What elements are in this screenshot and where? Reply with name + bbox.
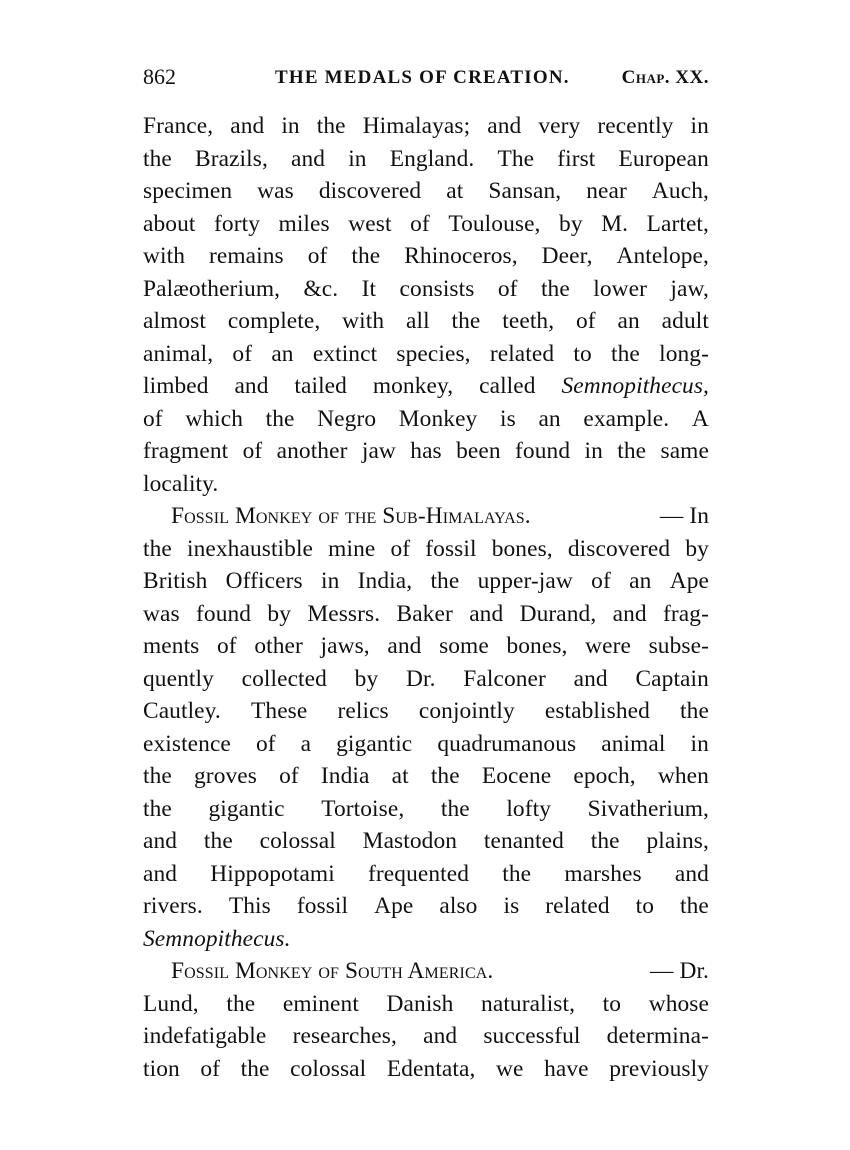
word: example. xyxy=(583,405,670,432)
text-line xyxy=(143,435,709,468)
word: remains xyxy=(208,243,284,269)
word: conjointly xyxy=(418,698,515,724)
word: of xyxy=(576,308,596,334)
word: Tortoise, xyxy=(321,795,405,822)
text-line xyxy=(143,143,709,176)
word: an xyxy=(629,568,652,594)
text-line xyxy=(143,728,709,761)
italic-term: Semnopithecus, xyxy=(561,373,709,399)
text-line xyxy=(143,468,709,501)
paragraph xyxy=(143,500,709,955)
word: bones, xyxy=(506,633,568,659)
word: all xyxy=(406,308,430,334)
word: gigantic xyxy=(336,730,413,757)
word: and xyxy=(143,828,178,854)
word: an xyxy=(538,405,561,432)
word: Lund, xyxy=(143,990,199,1017)
word: limbed xyxy=(143,373,209,399)
word: Ape xyxy=(669,568,709,594)
word: extinct xyxy=(312,340,378,367)
word: first xyxy=(557,145,596,172)
word: we xyxy=(496,1055,524,1082)
word: the xyxy=(143,145,172,172)
word: France, xyxy=(143,113,214,139)
paragraph xyxy=(143,955,709,1085)
word: in xyxy=(584,438,603,464)
word: has xyxy=(410,438,442,464)
word: and xyxy=(573,665,608,692)
word: related xyxy=(545,893,610,919)
text-line xyxy=(143,825,709,858)
text-line xyxy=(143,565,709,598)
book-page xyxy=(143,60,709,1085)
word: the xyxy=(680,698,709,724)
word: determina- xyxy=(606,1023,709,1049)
paragraph xyxy=(143,110,709,500)
word: specimen xyxy=(143,178,233,204)
word: subse- xyxy=(648,633,709,659)
line-text: locality. xyxy=(143,470,219,497)
chapter-reference: Chap. XX. xyxy=(621,67,709,88)
word: teeth, xyxy=(502,308,555,334)
word: by xyxy=(685,535,709,562)
text-line xyxy=(143,890,709,923)
text-line xyxy=(143,175,709,208)
word: India xyxy=(320,763,370,789)
word: Falconer xyxy=(463,665,546,692)
italic-term: Semnopithecus. xyxy=(143,925,291,952)
text-line xyxy=(143,793,709,826)
word: is xyxy=(503,893,520,919)
word: Brazils, xyxy=(195,145,268,172)
word: recently xyxy=(597,113,674,139)
word: and xyxy=(423,1023,458,1049)
word: the xyxy=(143,535,172,562)
word: and xyxy=(387,633,422,659)
word: in xyxy=(690,113,709,139)
word: Antelope, xyxy=(616,243,709,269)
word: rivers. xyxy=(143,893,203,919)
word: animal xyxy=(601,730,666,757)
word: the xyxy=(143,795,172,822)
word: by xyxy=(354,665,379,692)
word: upper-jaw xyxy=(477,568,573,594)
word: animal, xyxy=(143,340,214,367)
word: the xyxy=(226,990,256,1017)
word: eminent xyxy=(282,990,359,1017)
word: been xyxy=(456,438,501,464)
word: in xyxy=(281,113,300,139)
word: when xyxy=(657,763,709,789)
word: relics xyxy=(337,698,389,724)
word: complete, xyxy=(227,308,321,334)
text-line xyxy=(143,370,709,403)
word: jaw xyxy=(361,438,396,464)
word: Dr. xyxy=(406,665,436,692)
word: Sansan, xyxy=(488,178,562,204)
word: long- xyxy=(659,340,709,367)
word: Baker xyxy=(396,600,453,627)
word: mine xyxy=(328,535,376,562)
word: Lartet, xyxy=(646,210,709,237)
word: British xyxy=(143,568,208,594)
word: in xyxy=(320,568,340,594)
word: the xyxy=(143,763,172,789)
body-text xyxy=(143,110,709,1085)
section-heading: Fossil Monkey of South America. xyxy=(171,958,494,984)
word: England. xyxy=(389,145,475,172)
word: and xyxy=(674,860,709,887)
word: The xyxy=(497,145,535,172)
word: the xyxy=(265,405,295,432)
word: Auch, xyxy=(651,178,709,204)
word: Danish xyxy=(386,990,454,1017)
word: the xyxy=(430,568,460,594)
word: forty xyxy=(214,210,260,237)
word: colossal xyxy=(259,828,336,854)
running-title: THE MEDALS OF CREATION. xyxy=(275,67,570,88)
word: species, xyxy=(396,340,471,367)
word: the xyxy=(611,340,640,367)
word: another xyxy=(276,438,348,464)
word: by xyxy=(267,600,292,627)
word: Toulouse, xyxy=(448,210,541,237)
word: Captain xyxy=(635,665,709,692)
word: miles xyxy=(278,210,330,237)
word: Deer, xyxy=(541,243,593,269)
word: of xyxy=(591,568,611,594)
word: with xyxy=(143,243,185,269)
word: the xyxy=(240,1055,270,1082)
text-line xyxy=(143,760,709,793)
word: of xyxy=(497,275,518,302)
word: was xyxy=(257,178,294,204)
text-line xyxy=(143,240,709,273)
word: at xyxy=(446,178,464,204)
word: Sivatherium, xyxy=(587,795,709,822)
word: discovered xyxy=(318,178,422,204)
word: the xyxy=(617,438,647,464)
word: quently xyxy=(143,665,214,692)
word: Durand, xyxy=(519,600,597,627)
word: the xyxy=(351,243,381,269)
text-line xyxy=(143,338,709,371)
word: tailed xyxy=(294,373,347,399)
word: discovered xyxy=(567,535,671,562)
word: which xyxy=(185,405,243,432)
word: established xyxy=(544,698,650,724)
word: the xyxy=(430,763,460,789)
word: related xyxy=(489,340,555,367)
word: frag- xyxy=(663,600,709,627)
word: of xyxy=(255,730,276,757)
text-line xyxy=(143,305,709,338)
word: groves xyxy=(194,763,257,789)
word: the xyxy=(502,860,532,887)
word: the xyxy=(316,113,346,139)
word: the xyxy=(451,308,481,334)
word: the xyxy=(203,828,233,854)
word: Officers xyxy=(225,568,303,594)
word: of xyxy=(307,243,328,269)
word: of xyxy=(410,210,430,237)
word: in xyxy=(348,145,367,172)
text-line xyxy=(143,923,709,956)
text-line xyxy=(143,988,709,1021)
word: were xyxy=(585,633,631,659)
word: tenanted xyxy=(483,828,564,854)
word: ments xyxy=(143,633,200,659)
text-line xyxy=(143,403,709,436)
word: and xyxy=(291,145,326,172)
word: west xyxy=(348,210,392,237)
word: found xyxy=(515,438,571,464)
section-heading-line xyxy=(143,500,709,533)
word: These xyxy=(251,698,308,724)
word: European xyxy=(618,145,709,172)
word: epoch, xyxy=(573,763,636,789)
word: almost xyxy=(143,308,206,334)
word: of xyxy=(200,1055,221,1082)
word: of xyxy=(242,438,263,464)
word: with xyxy=(342,308,385,334)
word: to xyxy=(635,893,655,919)
word: fragment xyxy=(143,438,229,464)
word: and xyxy=(143,860,178,887)
text-line xyxy=(143,1020,709,1053)
word: fossil xyxy=(296,893,349,919)
word: tion xyxy=(143,1055,180,1082)
text-line xyxy=(143,598,709,631)
word: Negro xyxy=(317,405,377,432)
heading-continuation: — Dr. xyxy=(650,958,709,984)
section-heading: Fossil Monkey of the Sub-Himalayas. xyxy=(171,503,531,529)
word: called xyxy=(479,373,536,399)
word: found xyxy=(196,600,252,627)
word: indefatigable xyxy=(143,1023,267,1049)
word: and xyxy=(234,373,269,399)
word: by xyxy=(559,210,583,237)
word: of xyxy=(217,633,237,659)
word: some xyxy=(439,633,489,659)
word: at xyxy=(391,763,409,789)
word: researches, xyxy=(292,1023,397,1049)
word: to xyxy=(602,990,622,1017)
word: This xyxy=(228,893,271,919)
word: Monkey xyxy=(398,405,478,432)
word: Himalayas; xyxy=(362,113,471,139)
word: adult xyxy=(661,308,709,334)
text-line xyxy=(143,208,709,241)
word: about xyxy=(143,210,196,237)
text-line xyxy=(143,695,709,728)
word: very xyxy=(538,113,581,139)
word: to xyxy=(573,340,592,367)
word: bones, xyxy=(491,535,553,562)
word: an xyxy=(617,308,640,334)
word: have xyxy=(544,1055,589,1082)
word: is xyxy=(499,405,516,432)
text-line xyxy=(143,533,709,566)
word: monkey, xyxy=(372,373,454,399)
word: the xyxy=(680,893,709,919)
word: Mastodon xyxy=(362,828,458,854)
text-line xyxy=(143,1053,709,1086)
word: marshes xyxy=(564,860,642,887)
word: of xyxy=(390,535,411,562)
word: successful xyxy=(483,1023,581,1049)
page-number: 862 xyxy=(143,64,176,89)
word: fossil xyxy=(425,535,477,562)
section-heading-line xyxy=(143,955,709,988)
text-line xyxy=(143,630,709,663)
text-line xyxy=(143,110,709,143)
word: Messrs. xyxy=(307,600,381,627)
word: and xyxy=(487,113,522,139)
word: lofty xyxy=(506,795,552,822)
word: frequented xyxy=(368,860,470,887)
word: also xyxy=(439,893,478,919)
word: of xyxy=(279,763,299,789)
word: M. xyxy=(601,210,629,237)
word: plains, xyxy=(646,828,709,854)
word: and xyxy=(612,600,647,627)
word: the xyxy=(440,795,470,822)
word: Cautley. xyxy=(143,698,221,724)
word: of xyxy=(143,405,163,432)
word: in xyxy=(690,730,709,757)
word: whose xyxy=(648,990,709,1017)
word: the xyxy=(590,828,620,854)
word: the xyxy=(540,275,570,302)
word: jaw, xyxy=(670,275,709,302)
word: previously xyxy=(609,1055,709,1082)
running-header xyxy=(143,60,709,94)
word: near xyxy=(586,178,627,204)
heading-continuation: — In xyxy=(659,503,709,529)
word: Ape xyxy=(374,893,414,919)
word: same xyxy=(660,438,709,464)
word: Hippopotami xyxy=(210,860,335,887)
text-line xyxy=(143,273,709,306)
word: an xyxy=(271,340,294,367)
word: inexhaustible xyxy=(187,535,314,562)
word: consists xyxy=(399,275,475,302)
text-line xyxy=(143,858,709,891)
word: Edentata, xyxy=(386,1055,476,1082)
word: and xyxy=(230,113,265,139)
word: Palæotherium, xyxy=(143,275,281,302)
word: jaws, xyxy=(320,633,370,659)
word: existence xyxy=(143,730,231,757)
word: lower xyxy=(593,275,647,302)
word: Eocene xyxy=(481,763,552,789)
word: and xyxy=(469,600,504,627)
word: was xyxy=(143,600,180,627)
text-line xyxy=(143,663,709,696)
word: other xyxy=(254,633,303,659)
word: &c. xyxy=(303,275,339,302)
word: A xyxy=(691,405,709,432)
word: Rhinoceros, xyxy=(404,243,518,269)
word: colossal xyxy=(290,1055,367,1082)
word: collected xyxy=(241,665,327,692)
word: naturalist, xyxy=(481,990,576,1017)
word: quadrumanous xyxy=(437,730,577,757)
word: gigantic xyxy=(208,795,285,822)
word: It xyxy=(361,275,377,302)
word: of xyxy=(232,340,253,367)
word: a xyxy=(300,730,312,757)
word: India, xyxy=(357,568,413,594)
